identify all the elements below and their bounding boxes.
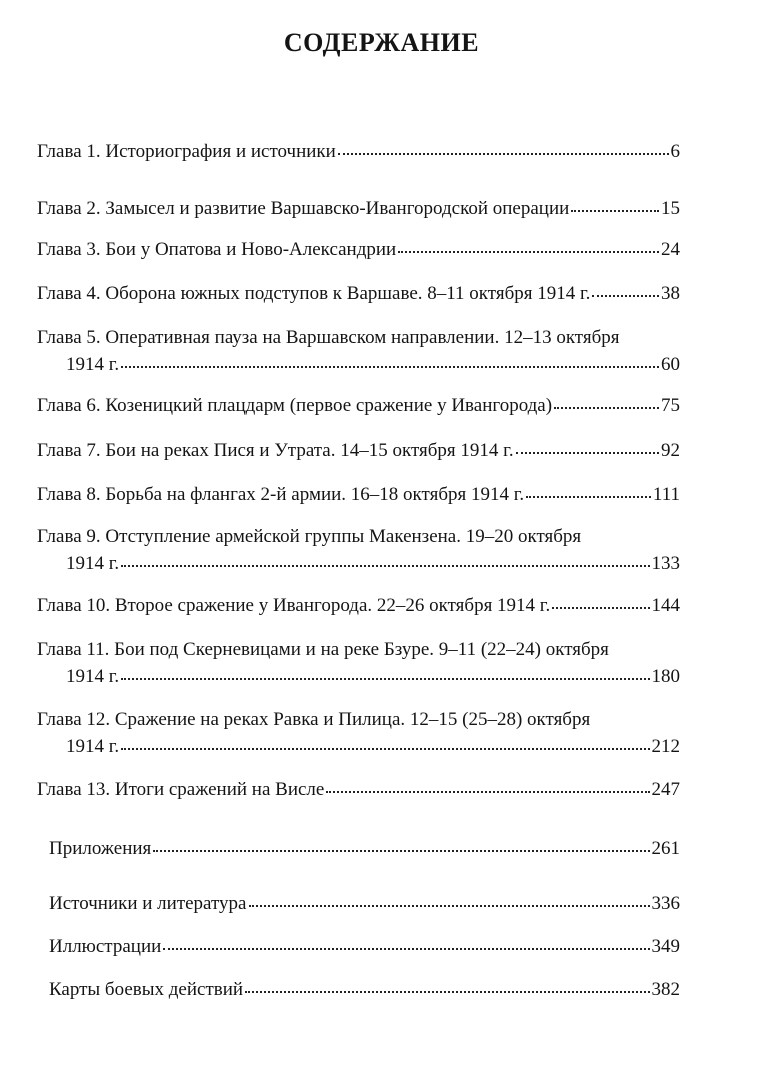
dot-leader (121, 366, 659, 368)
toc-entry-title: Глава 5. Оперативная пауза на Варшавском направлении. 12–13 октября (37, 327, 620, 348)
toc-entry-title-continued: 1914 г. (66, 553, 120, 574)
toc-entry-title: Глава 7. Бои на реках Пися и Утрата. 14–15 октября 1914 г. (37, 440, 514, 461)
toc-entry-title: Иллюстрации (49, 936, 162, 957)
toc-entry-title-continued: 1914 г. (66, 354, 120, 375)
toc-entry-chapter-1 (37, 138, 680, 165)
toc-entry-title: Глава 8. Борьба на флангах 2-й армии. 16–18 октября 1914 г. (37, 484, 525, 505)
toc-page-number: 247 (651, 779, 680, 800)
toc-entry-appendix-4 (49, 976, 680, 1003)
toc-page-number: 261 (651, 838, 680, 859)
toc-entry-appendix-3 (49, 933, 680, 960)
toc-entry-title: Глава 13. Итоги сражений на Висле (37, 779, 325, 800)
toc-entry-title: Глава 12. Сражение на реках Равка и Пилица. 12–15 (25–28) октября (37, 709, 591, 730)
toc-page-number: 382 (651, 979, 680, 1000)
toc-page-number: 336 (651, 893, 680, 914)
toc-entry-title: Глава 11. Бои под Скерневицами и на реке Бзуре. 9–11 (22–24) октября (37, 639, 609, 660)
toc-entry-chapter-10 (37, 592, 680, 619)
toc-entry-chapter-4 (37, 280, 680, 307)
toc-page-number: 133 (651, 553, 680, 574)
dot-leader (526, 496, 651, 498)
toc-page-number: 15 (661, 198, 680, 219)
toc-entry-appendix-2 (49, 890, 680, 917)
toc-entry-chapter-6 (37, 392, 680, 419)
toc-page-number: 111 (652, 484, 680, 505)
dot-leader (398, 251, 659, 253)
toc-page-number: 92 (661, 440, 680, 461)
toc-entry-chapter-3 (37, 236, 680, 263)
toc-entry-title-continued: 1914 г. (66, 736, 120, 757)
dot-leader (245, 991, 649, 993)
toc-entry-chapter-5 (37, 324, 680, 378)
toc-entry-title: Глава 4. Оборона южных подступов к Варшаве. 8–11 октября 1914 г. (37, 283, 591, 304)
dot-leader (592, 295, 659, 297)
dot-leader (249, 905, 650, 907)
dot-leader (516, 452, 659, 454)
toc-entry-title: Глава 1. Историография и источники (37, 141, 336, 162)
dot-leader (121, 678, 649, 680)
toc-entry-chapter-2 (37, 195, 680, 222)
toc-page-number: 6 (670, 141, 680, 162)
toc-page-number: 60 (661, 354, 680, 375)
toc-entry-chapter-7 (37, 437, 680, 464)
toc-entry-title: Глава 6. Козеницкий плацдарм (первое сражение у Ивангорода) (37, 395, 553, 416)
toc-entry-title: Источники и литература (49, 893, 247, 914)
dot-leader (163, 948, 649, 950)
toc-page-number: 24 (661, 239, 680, 260)
toc-entry-chapter-13 (37, 776, 680, 803)
toc-page-number: 38 (661, 283, 680, 304)
dot-leader (326, 791, 649, 793)
toc-entry-title: Глава 10. Второе сражение у Ивангорода. 22–26 октября 1914 г. (37, 595, 551, 616)
toc-entry-title: Глава 3. Бои у Опатова и Ново-Александрии (37, 239, 397, 260)
toc-entry-chapter-8 (37, 481, 680, 508)
toc-page-number: 144 (651, 595, 680, 616)
toc-page-number: 212 (651, 736, 680, 757)
toc-entry-title: Приложения (49, 838, 152, 859)
toc-entry-chapter-11 (37, 636, 680, 690)
dot-leader (121, 748, 649, 750)
toc-entry-chapter-12 (37, 706, 680, 760)
toc-entry-title: Карты боевых действий (49, 979, 244, 1000)
dot-leader (153, 850, 649, 852)
toc-entry-title-continued: 1914 г. (66, 666, 120, 687)
toc-entry-chapter-9 (37, 523, 680, 577)
dot-leader (121, 565, 649, 567)
dot-leader (338, 153, 669, 155)
toc-entry-title: Глава 9. Отступление армейской группы Макензена. 19–20 октября (37, 526, 582, 547)
toc-entry-appendix-1 (49, 835, 680, 862)
toc-page-number: 75 (661, 395, 680, 416)
page-title: СОДЕРЖАНИЕ (283, 28, 480, 57)
toc-page-number: 180 (651, 666, 680, 687)
toc-entry-title: Глава 2. Замысел и развитие Варшавско-Ивангородской операции (37, 198, 570, 219)
toc-page-number: 349 (651, 936, 680, 957)
dot-leader (552, 607, 649, 609)
dot-leader (571, 210, 659, 212)
dot-leader (554, 407, 659, 409)
